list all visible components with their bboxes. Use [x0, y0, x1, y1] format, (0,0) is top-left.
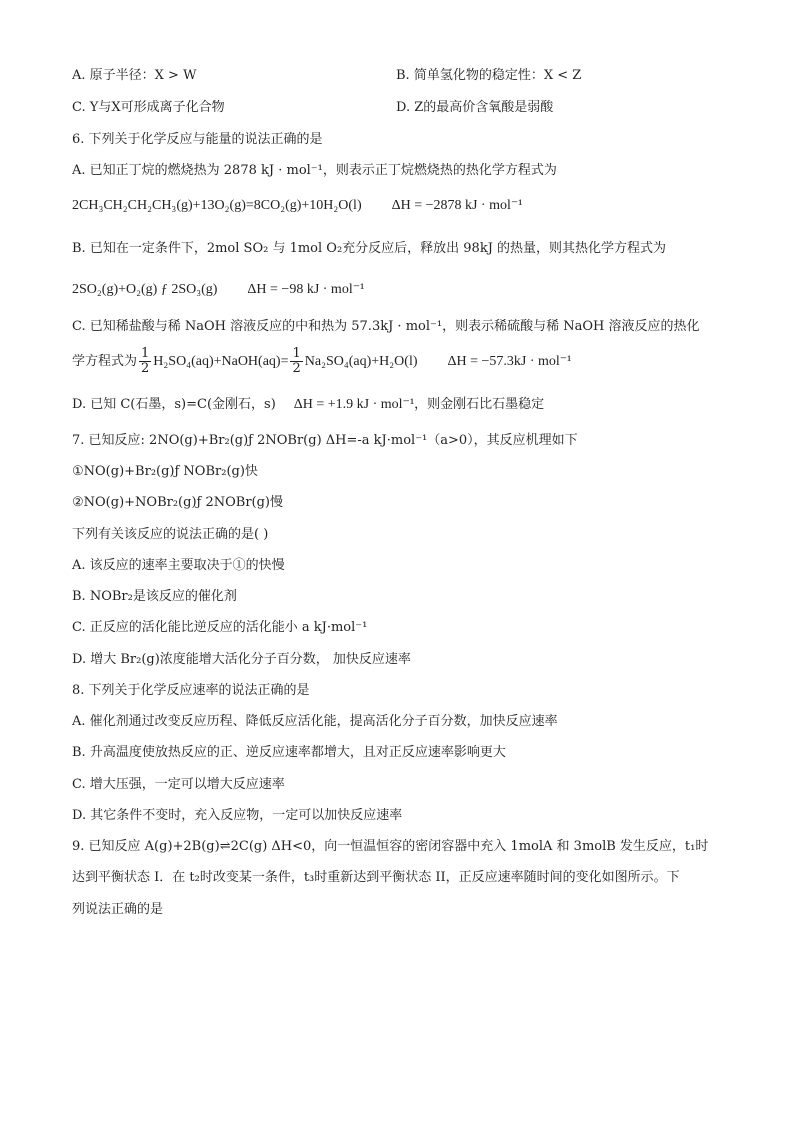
q5-option-c: C. Y与X可形成离子化合物	[72, 100, 225, 115]
q7-step-2: ②NO(g)+NOBr₂(g)ƒ 2NOBr(g)慢	[72, 495, 284, 510]
q5-option-b: B. 简单氢化物的稳定性：X < Z	[396, 68, 582, 83]
q6-option-d	[72, 396, 544, 414]
q6-option-b-text: B. 已知在一定条件下，2mol SO₂ 与 1mol O₂充分反应后，释放出 98kJ 的热量，则其热化学方程式为	[72, 241, 667, 256]
q6-b-enthalpy: ΔH = −98 kJ · mol⁻¹	[247, 282, 365, 297]
q6-c-fraction-2: $\frac{1}{2}$	[292, 346, 301, 376]
q6-option-a-text: A. 已知正丁烷的燃烧热为 2878 kJ · mol⁻¹，则表示正丁烷燃烧热的热化学方程式为	[72, 163, 557, 178]
q5-option-a: A. 原子半径：X > W	[72, 68, 197, 83]
q6-option-c-text: C. 已知稀盐酸与稀 NaOH 溶液反应的中和热为 57.3kJ · mol⁻¹，则表示稀硫酸与稀 NaOH 溶液反应的热化	[72, 319, 700, 334]
q7-ask: 下列有关该反应的说法正确的是( )	[72, 527, 269, 542]
q6-c-prefix: 学方程式为	[72, 354, 138, 369]
q6-d-text-2: ，则金刚石比石墨稳定	[414, 397, 545, 412]
q7-stem: 7. 已知反应: 2NO(g)+Br₂(g)ƒ 2NOBr(g) ΔH=-a kJ·mol⁻¹（a>0），其反应机理如下	[72, 433, 578, 448]
q6-d-enthalpy: ΔH = +1.9 kJ · mol⁻¹	[293, 397, 415, 412]
q6-c-enthalpy: ΔH = −57.3kJ · mol⁻¹	[447, 354, 572, 369]
q6-c-reaction-part2: Na₂SO₄(aq)+H₂O(l)	[304, 354, 418, 369]
q9-line-2: 达到平衡状态 I．在 t₂时改变某一条件，t₃时重新达到平衡状态 II，正反应速率随时间的变化如图所示。下	[72, 870, 680, 885]
q6-c-fraction-1: $\frac{1}{2}$	[141, 346, 150, 376]
q6-stem: 6. 下列关于化学反应与能量的说法正确的是	[72, 132, 323, 147]
q8-option-d: D. 其它条件不变时，充入反应物，一定可以加快反应速率	[72, 808, 403, 823]
q5-option-d: D. Z的最高价含氧酸是弱酸	[396, 100, 554, 115]
q7-option-d: D. 增大 Br₂(g)浓度能增大活化分子百分数， 加快反应速率	[72, 652, 411, 667]
q6-d-text-1: D. 已知 C(石墨，s)=C(金刚石，s)	[72, 397, 276, 412]
q6-a-reaction: 2CH₃CH₂CH₂CH₃(g)+13O₂(g)=8CO₂(g)+10H₂O(l)	[72, 198, 362, 213]
q6-option-c-equation	[72, 346, 571, 378]
q6-b-reaction: 2SO₂(g)+O₂(g) ƒ 2SO₃(g)	[72, 282, 218, 297]
q8-option-a: A. 催化剂通过改变反应历程、降低反应活化能，提高活化分子百分数，加快反应速率	[72, 714, 558, 729]
q7-option-b: B. NOBr₂是该反应的催化剂	[72, 589, 237, 604]
q7-option-c: C. 正反应的活化能比逆反应的活化能小 a kJ·mol⁻¹	[72, 620, 368, 635]
q8-option-b: B. 升高温度使放热反应的正、逆反应速率都增大，且对正反应速率影响更大	[72, 745, 506, 760]
q9-line-1: 9. 已知反应 A(g)+2B(g)⇌2C(g) ΔH<0，向一恒温恒容的密闭容器中充入 1molA 和 3molB 发生反应，t₁时	[72, 839, 709, 854]
q6-option-a-equation	[72, 197, 523, 215]
q6-option-b-equation	[72, 281, 364, 299]
q7-step-1: ①NO(g)+Br₂(g)ƒ NOBr₂(g)快	[72, 464, 258, 479]
q8-stem: 8. 下列关于化学反应速率的说法正确的是	[72, 683, 310, 698]
q6-c-reaction-part1: H₂SO₄(aq)+NaOH(aq)=	[153, 354, 289, 369]
q7-option-a: A. 该反应的速率主要取决于①的快慢	[72, 558, 285, 573]
q9-line-3: 列说法正确的是	[72, 902, 164, 917]
q8-option-c: C. 增大压强，一定可以增大反应速率	[72, 777, 285, 792]
q6-a-enthalpy: ΔH = −2878 kJ · mol⁻¹	[391, 198, 523, 213]
